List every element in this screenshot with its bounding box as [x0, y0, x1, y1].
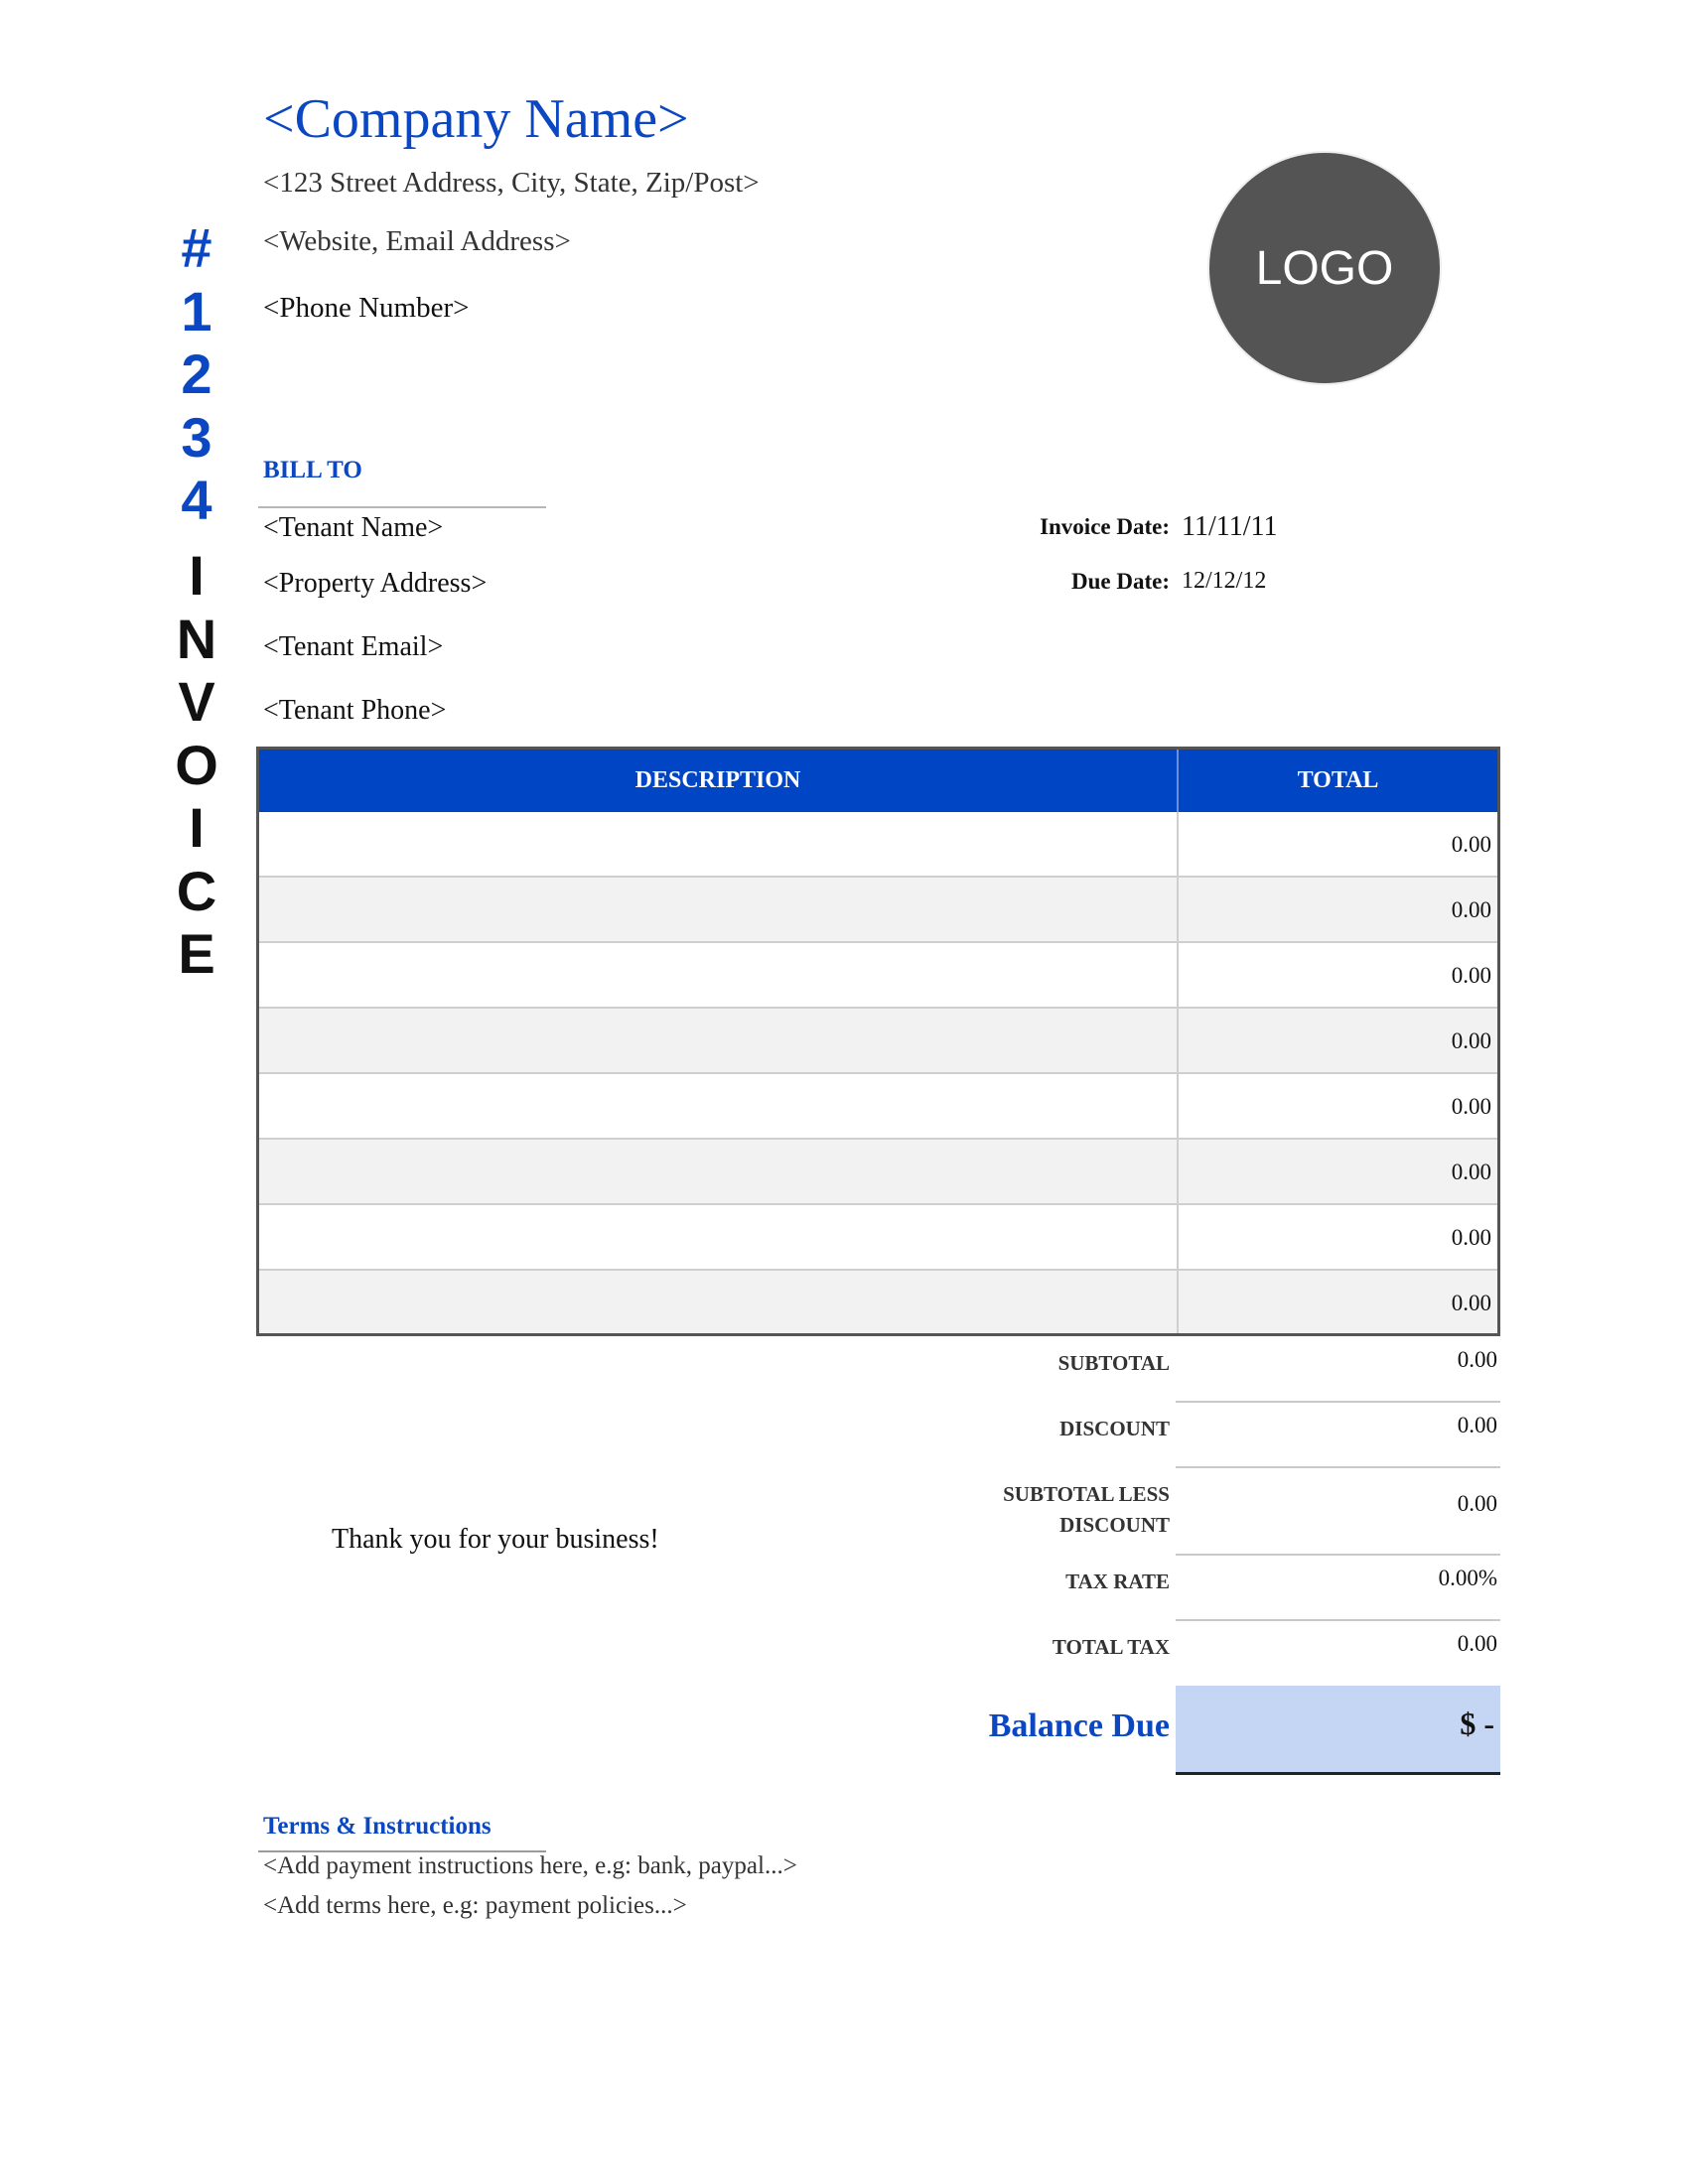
- total-cell: 0.00: [1451, 1291, 1491, 1315]
- total-tax-value: 0.00: [1457, 1631, 1497, 1656]
- invoice-word-vertical: [167, 544, 226, 986]
- bill-to-divider: [258, 506, 546, 508]
- tenant-phone: <Tenant Phone>: [263, 695, 447, 726]
- invoice-word-char: N: [176, 607, 217, 670]
- tax-rate-value[interactable]: 0.00%: [1438, 1566, 1497, 1590]
- bill-to-heading: BILL TO: [263, 457, 362, 483]
- description-cell[interactable]: [259, 943, 1179, 1007]
- description-cell[interactable]: [259, 878, 1179, 941]
- summary-divider: [1176, 1466, 1500, 1468]
- description-cell[interactable]: [259, 812, 1179, 876]
- summary-divider: [1176, 1401, 1500, 1403]
- subtotal-value: 0.00: [1457, 1347, 1497, 1372]
- table-row: [259, 943, 1497, 1009]
- invoice-number-vertical: [167, 216, 226, 532]
- total-cell: 0.00: [1451, 1160, 1491, 1184]
- balance-due-label: Balance Due: [988, 1707, 1170, 1744]
- invoice-word-char: V: [178, 670, 215, 733]
- summary-divider: [1176, 1554, 1500, 1556]
- column-header-total: TOTAL: [1297, 767, 1379, 793]
- table-row: [259, 1205, 1497, 1271]
- discount-label: DISCOUNT: [1059, 1417, 1170, 1440]
- invoice-date-value: 11/11/11: [1182, 511, 1278, 542]
- column-header-description: DESCRIPTION: [259, 750, 1179, 812]
- invoice-number-char: 2: [181, 342, 212, 405]
- table-row: [259, 1140, 1497, 1205]
- description-cell[interactable]: [259, 1074, 1179, 1138]
- description-cell[interactable]: [259, 1205, 1179, 1269]
- balance-due-value: $ -: [1460, 1706, 1494, 1741]
- summary-divider: [1176, 1619, 1500, 1621]
- property-address: <Property Address>: [263, 568, 488, 599]
- payment-terms: <Add terms here, e.g: payment policies...>: [263, 1892, 687, 1919]
- tax-rate-label: TAX RATE: [1065, 1570, 1170, 1593]
- balance-due-box: [1176, 1686, 1500, 1775]
- invoice-word-char: I: [189, 796, 205, 859]
- invoice-number-char: #: [181, 216, 212, 279]
- table-row: [259, 1074, 1497, 1140]
- invoice-word-char: E: [178, 922, 215, 985]
- tenant-email: <Tenant Email>: [263, 631, 444, 662]
- table-header: [259, 750, 1497, 812]
- due-date-value: 12/12/12: [1182, 568, 1267, 594]
- total-cell: 0.00: [1451, 963, 1491, 988]
- due-date-label: Due Date:: [1071, 569, 1170, 594]
- invoice-number-char: 4: [181, 469, 212, 531]
- invoice-date-label: Invoice Date:: [1040, 514, 1170, 539]
- line-items-table: [256, 747, 1500, 1336]
- total-cell: 0.00: [1451, 897, 1491, 922]
- total-cell: 0.00: [1451, 1028, 1491, 1053]
- invoice-word-char: O: [175, 733, 218, 796]
- table-row: [259, 1009, 1497, 1074]
- total-cell: 0.00: [1451, 1094, 1491, 1119]
- payment-instructions: <Add payment instructions here, e.g: bank, paypal...>: [263, 1852, 797, 1879]
- total-cell: 0.00: [1451, 1225, 1491, 1250]
- company-website-email: <Website, Email Address>: [263, 225, 571, 257]
- description-cell[interactable]: [259, 1140, 1179, 1203]
- total-tax-label: TOTAL TAX: [1052, 1635, 1170, 1659]
- invoice-number-char: 1: [181, 279, 212, 342]
- terms-heading: Terms & Instructions: [263, 1813, 492, 1840]
- table-row: [259, 812, 1497, 878]
- invoice-number-char: 3: [181, 405, 212, 469]
- total-cell: 0.00: [1451, 832, 1491, 857]
- subtotal-less-discount-label-line2: DISCOUNT: [1059, 1513, 1170, 1537]
- description-cell[interactable]: [259, 1271, 1179, 1333]
- tenant-name: <Tenant Name>: [263, 512, 444, 543]
- invoice-word-char: C: [176, 859, 217, 922]
- company-phone: <Phone Number>: [263, 292, 470, 324]
- table-row: [259, 878, 1497, 943]
- thank-you-message: Thank you for your business!: [332, 1524, 659, 1555]
- company-address: <123 Street Address, City, State, Zip/Post>: [263, 167, 760, 199]
- subtotal-less-discount-value: 0.00: [1457, 1491, 1497, 1516]
- table-row: [259, 1271, 1497, 1336]
- logo-placeholder: [1209, 153, 1440, 383]
- invoice-word-char: I: [189, 544, 205, 607]
- description-cell[interactable]: [259, 1009, 1179, 1072]
- subtotal-label: SUBTOTAL: [1057, 1351, 1170, 1375]
- subtotal-less-discount-label-line1: SUBTOTAL LESS: [1003, 1482, 1170, 1506]
- logo-text: LOGO: [1255, 241, 1394, 295]
- company-name: <Company Name>: [263, 88, 689, 150]
- discount-value: 0.00: [1457, 1413, 1497, 1437]
